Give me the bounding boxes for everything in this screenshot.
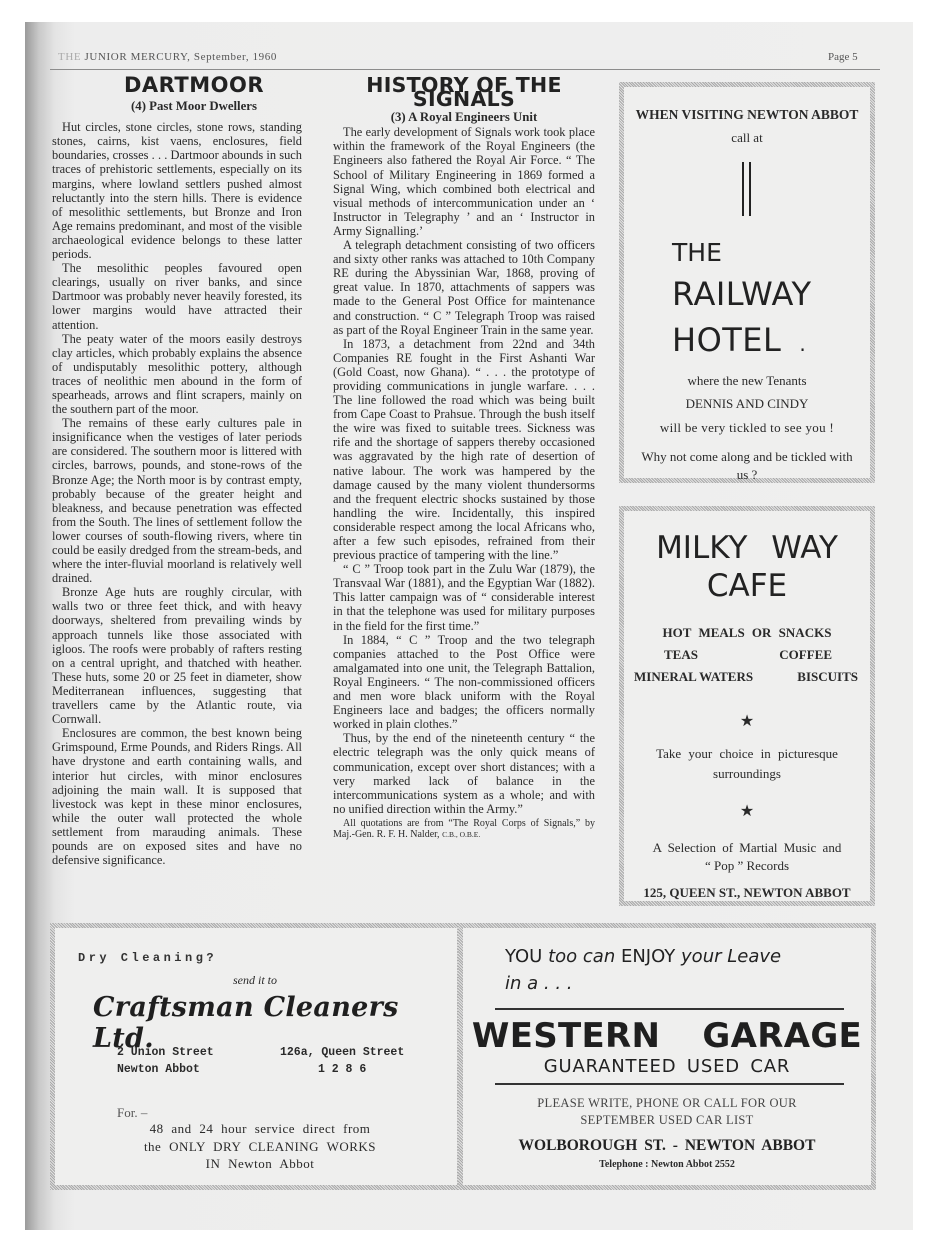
- cleaners-brand-name: Craftsman Cleaners Ltd.: [93, 992, 399, 1054]
- signals-paragraph: Thus, by the end of the nineteenth century “ the electric telegraph was the only quick means of communication, except over short distances; with a very marked lack of balance in the intercommunications system as a whole; and with no unified direction within the Army.”: [333, 731, 595, 816]
- signals-credit: [333, 818, 595, 840]
- cleaners-address-right: [280, 1044, 404, 1078]
- credit-text: All quotations are from “The Royal Corps of Signals,” by Maj.-Gen. R. F. H. Nalder,: [333, 817, 595, 840]
- cleaners-address-street: 2 Union Street: [117, 1046, 214, 1059]
- dartmoor-paragraph: Enclosures are common, the best known being Grimspound, Erme Pounds, and Riders Rings. All have drystone and earth containing walls, and interior hut circles, with minor enclosures adjoining the main wall. It is supposed that livestock was kept in these minor enclosures, while the outer wall protected the whole settlement from marauding animals. These pounds are on exposed sites and have no defensive significance.: [52, 726, 302, 868]
- cleaners-send-it-to: send it to: [233, 973, 277, 987]
- cafe-name-milky-way: MILKY WAY: [656, 530, 838, 566]
- railway-tenant-names: DENNIS AND CINDY: [685, 396, 809, 411]
- running-header: [58, 51, 277, 63]
- cleaners-service-line: IN Newton Abbot: [205, 1156, 315, 1171]
- signals-subtitle: (3) A Royal Engineers Unit: [390, 110, 538, 125]
- milky-way-cafe-ad: [619, 506, 875, 906]
- cleaners-address-town: Newton Abbot: [117, 1063, 200, 1076]
- header-rule: [50, 69, 880, 70]
- double-bar-ornament-icon: [740, 162, 754, 216]
- dartmoor-paragraph: The mesolithic peoples favoured open clearings, usually on river banks, and since Dartmoor was probably never heavily forested, its lower margins would have attracted their attention.: [52, 261, 302, 332]
- garage-name: WESTERN GARAGE: [471, 1016, 863, 1056]
- garage-tagline-you: YOU: [505, 946, 543, 967]
- dartmoor-title: DARTMOOR: [123, 73, 264, 97]
- railway-visit-line: WHEN VISITING NEWTON ABBOT: [635, 107, 859, 122]
- credit-honours: C.B., O.B.E.: [442, 829, 481, 839]
- star-icon: ★: [739, 713, 755, 730]
- garage-please-line: SEPTEMBER USED CAR LIST: [580, 1113, 754, 1127]
- dartmoor-paragraph: Hut circles, stone circles, stone rows, standing stones, cairns, kist vaens, enclosures, field boundaries, crosses . . . Dartmoor abounds in such traces of prehistoric settlements, especially on its margins, where lowland settlers pushed almost reluctantly into the stern hills. There is evidence of mesolithic settlements, but Bronze and Iron Age remains predominant, and most of the visible archaeological evidence belongs to these latter periods.: [52, 120, 302, 262]
- signals-paragraph: A telegraph detachment consisting of two officers and sixty other ranks was attached to 10th Company RE during the Abyssinian War, 1868, proving of great value. In 1870, attachments of sappers was made to the General Post Office for maintenance and construction. “ C ” Telegraph Troop was raised as part of the Royal Engineer Train in the same year.: [333, 238, 595, 337]
- dartmoor-paragraph: The remains of these early cultures pale in insignificance when the vestiges of later periods are considered. The southern moor is littered with circles, barrows, pounds, and stone-rows of the Bronze Age; the North moor is by contrast empty, probably because of the greater height and bleakness, and because penetration was effected from the South. The lines of settlement follow the lower courses of south-flowing rivers, where tin could be easily dredged from the stream-beds, and where the inter-fluvial moorland is relatively well drained.: [52, 416, 302, 586]
- garage-rule-bottom: [495, 1083, 844, 1085]
- cleaners-question: Dry Cleaning?: [78, 951, 218, 965]
- page-number: Page 5: [828, 51, 858, 63]
- cleaners-service-line: the ONLY DRY CLEANING WORKS: [143, 1138, 377, 1154]
- western-garage-ad: [458, 923, 876, 1190]
- cafe-address: 125, QUEEN ST., NEWTON ABBOT: [643, 885, 851, 900]
- signals-paragraph: In 1873, a detachment from 22nd and 34th Companies RE fought in the First Ashanti War (Gold Coast, now Ghana). “ . . . the prototype of providing communications in jungle warfare. . . . The line followed the road which was being built from Cape Coast to Prahsue. Through the bush itself the wire was fixed to suitable trees. Sickness was rife and the shortage of sappers thereby occasioned was aggravated by the high rate of desertion of native labour. The work was hampered by the damage caused by the many violent thundersorms and the frequent electric shocks sustained by those handling the wire. Incidentally, this inspired considerable respect among the local Africans who, after a few such episodes, refrained from their previous practice of tampering with the line.”: [333, 336, 595, 563]
- railway-name-the: THE: [672, 238, 722, 267]
- cafe-menu-mineral-waters: MINERAL WATERS: [634, 669, 754, 684]
- cafe-music-line-2: “ Pop ” Records: [704, 858, 790, 873]
- garage-street: WOLBOROUGH ST. - NEWTON ABBOT: [518, 1137, 816, 1154]
- railway-hotel-dot: .: [799, 332, 807, 356]
- cleaners-service: [130, 1120, 390, 1173]
- cafe-menu-teas: TEAS: [664, 647, 698, 662]
- garage-rule-top: [495, 1008, 844, 1010]
- cafe-menu-coffee: COFFEE: [779, 647, 832, 662]
- signals-title: HISTORY OF THE SIGNALS: [366, 73, 562, 112]
- signals-paragraph: The early development of Signals work took place within the framework of the Royal Engineers (the Engineers also fathered the Royal Air Force. “ The School of Military Engineering in 1869 formed a Signal Wing, which combined both electrical and visual methods of intercommunication under an ‘ Instructor in Telegraphy ’ and an ‘ Instructor in Army Signalling.’: [333, 125, 595, 238]
- garage-please-line: PLEASE WRITE, PHONE OR CALL FOR OUR: [537, 1096, 797, 1110]
- garage-telephone: Telephone : Newton Abbot 2552: [599, 1159, 735, 1170]
- cleaners-phone: 1 2 8 6: [317, 1063, 367, 1076]
- cleaners-for-label: For. –: [117, 1105, 148, 1120]
- garage-tagline-in-a: in a . . .: [505, 973, 573, 994]
- dartmoor-paragraph: Bronze Age huts are roughly circular, with walls two or three feet thick, and with heavy doorways, sheltered from prevailing winds by approach tunnels like those associated with igloos. The roofs were probably of rafters resting on a central upright, and thatched with heather. These huts, some 20 or 25 feet in diameter, show Mediterranean influences, suggesting that travellers came by the Atlantic route, via Cornwall.: [52, 585, 302, 727]
- dartmoor-subtitle: (4) Past Moor Dwellers: [131, 99, 257, 114]
- railway-hotel-ad: [619, 82, 875, 483]
- railway-call-at: call at: [731, 130, 763, 145]
- star-icon: ★: [739, 803, 755, 820]
- dartmoor-paragraph: The peaty water of the moors easily destroys clay articles, which probably explains the absence of undisputably mesolithic pottery, although traces of neolithic men abound in the form of spearheads, arrows and flint scrapers, mainly on the southern part of the moor.: [52, 331, 302, 417]
- signals-article: [333, 73, 595, 840]
- cafe-choice-line: Take your choice in picturesque: [656, 746, 838, 761]
- garage-tagline-enjoy: ENJOY: [620, 946, 676, 967]
- cafe-menu-biscuits: BISCUITS: [797, 669, 858, 684]
- railway-tickled-line: will be very tickled to see you !: [659, 420, 835, 435]
- railway-invite-line: Why not come along and be tickled with us ?: [641, 449, 853, 482]
- cleaners-service-line: 48 and 24 hour service direct from: [149, 1121, 371, 1136]
- publication-title: JUNIOR MERCURY, September, 1960: [84, 51, 277, 63]
- railway-tenants-line: where the new Tenants: [687, 373, 807, 388]
- cafe-choice-line-2: surroundings: [713, 766, 781, 781]
- garage-tagline-leave: your Leave: [681, 946, 782, 967]
- railway-name-hotel: [624, 321, 870, 359]
- publication-prefix: THE: [58, 51, 82, 63]
- garage-please: [463, 1095, 871, 1129]
- cleaners-address-street-2: 126a, Queen Street: [280, 1046, 405, 1059]
- cafe-menu-meals: HOT MEALS OR SNACKS: [662, 625, 832, 640]
- garage-tagline: [463, 946, 871, 967]
- craftsman-cleaners-ad: [50, 923, 462, 1190]
- garage-guaranteed: GUARANTEED USED CAR: [543, 1056, 791, 1077]
- cafe-menu-row: [624, 669, 870, 685]
- cleaners-address-left: [117, 1044, 214, 1078]
- cafe-menu-row: [624, 647, 870, 663]
- signals-paragraph: “ C ” Troop took part in the Zulu War (1879), the Transvaal War (1881), and the Egyptian War (1882). This latter campaign was of “ considerable interest in that the telephone was used for military purposes in the field for the first time.”: [333, 562, 595, 633]
- cafe-music-line: A Selection of Martial Music and: [652, 840, 842, 855]
- cafe-name-cafe: CAFE: [706, 568, 788, 604]
- signals-paragraph: In 1884, “ C ” Troop and the two telegraph companies attached to the Post Office were amalgamated into one unit, the Telegraph Battalion, Royal Engineers. “ The non-commissioned officers and men wore black uniform with the Royal Engineers lace and badges; the officers normally worked in plain clothes.”: [333, 632, 595, 732]
- railway-name-railway: RAILWAY: [672, 275, 812, 313]
- railway-hotel-word: HOTEL: [672, 321, 782, 359]
- garage-tagline-too-can: too can: [548, 946, 616, 967]
- dartmoor-article: [52, 73, 302, 868]
